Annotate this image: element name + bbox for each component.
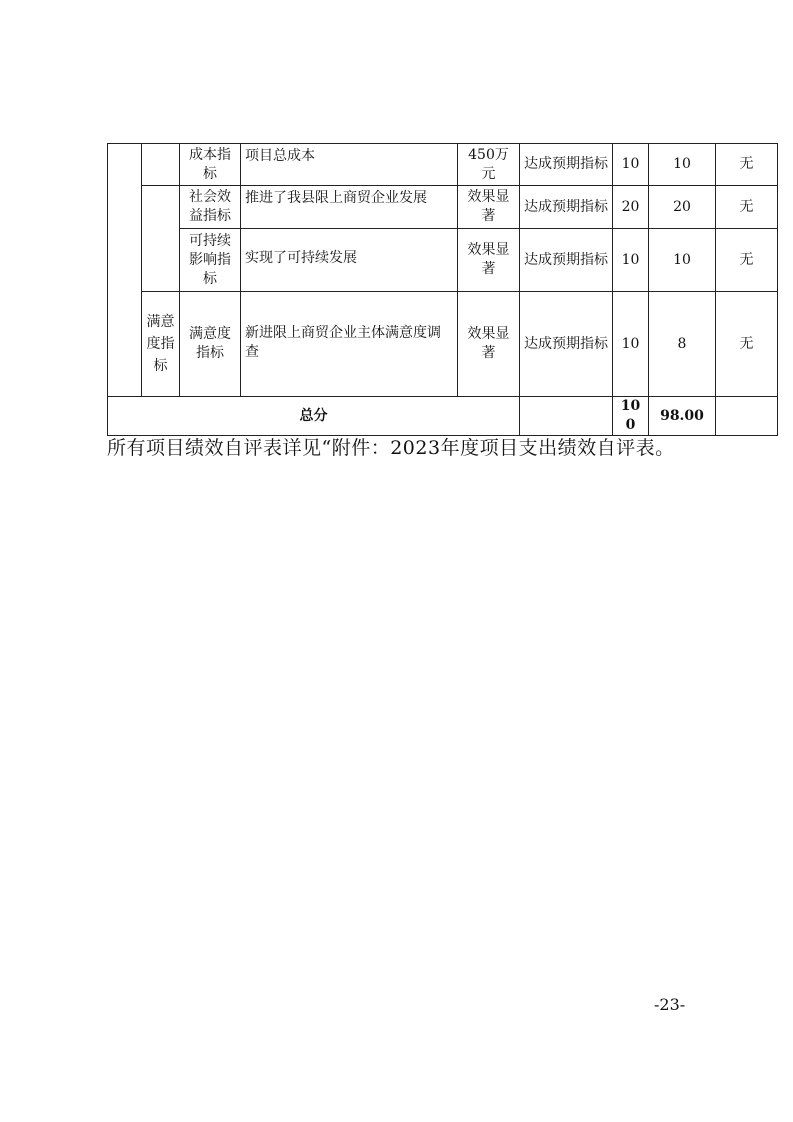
table-row (108, 186, 778, 229)
total-empty-cell (520, 397, 613, 436)
indicator-cell: 推进了我县限上商贸企业发展 (241, 186, 458, 229)
target-cell: 效果显著 (458, 186, 520, 229)
actual-cell: 达成预期指标 (520, 144, 613, 186)
page-number: -23- (654, 995, 686, 1014)
secondary-indicator-cell: 社会效益指标 (180, 186, 241, 229)
level2-cell-empty (142, 186, 180, 292)
table-row (108, 144, 778, 186)
indicator-cell: 项目总成本 (241, 144, 458, 186)
total-score: 98.00 (649, 397, 716, 436)
table-row (108, 229, 778, 292)
level1-cell-empty (108, 144, 142, 397)
target-cell: 效果显著 (458, 292, 520, 397)
target-cell: 450万元 (458, 144, 520, 186)
reason-cell: 无 (716, 229, 778, 292)
indicator-cell: 实现了可持续发展 (241, 229, 458, 292)
total-label: 总分 (108, 397, 520, 436)
total-weight: 100 (613, 397, 649, 436)
actual-cell: 达成预期指标 (520, 292, 613, 397)
weight-cell: 10 (613, 144, 649, 186)
score-cell: 10 (649, 144, 716, 186)
reason-cell: 无 (716, 292, 778, 397)
weight-cell: 20 (613, 186, 649, 229)
table-row (108, 292, 778, 397)
weight-cell: 10 (613, 229, 649, 292)
reason-cell: 无 (716, 186, 778, 229)
primary-indicator-cell: 满意度指标 (142, 292, 180, 397)
score-cell: 10 (649, 229, 716, 292)
score-cell: 8 (649, 292, 716, 397)
indicator-cell: 新进限上商贸企业主体满意度调查 (241, 292, 458, 397)
actual-cell: 达成预期指标 (520, 229, 613, 292)
weight-cell: 10 (613, 292, 649, 397)
total-reason-empty (716, 397, 778, 436)
secondary-indicator-cell: 可持续影响指标 (180, 229, 241, 292)
total-row (108, 397, 778, 436)
reason-cell: 无 (716, 144, 778, 186)
secondary-indicator-cell: 满意度指标 (180, 292, 241, 397)
appendix-note: 所有项目绩效自评表详见“附件：2023年度项目支出绩效自评表。 (107, 437, 675, 459)
secondary-indicator-cell: 成本指标 (180, 144, 241, 186)
score-cell: 20 (649, 186, 716, 229)
actual-cell: 达成预期指标 (520, 186, 613, 229)
target-cell: 效果显著 (458, 229, 520, 292)
performance-evaluation-table (107, 143, 778, 436)
level2-cell-empty (142, 144, 180, 186)
